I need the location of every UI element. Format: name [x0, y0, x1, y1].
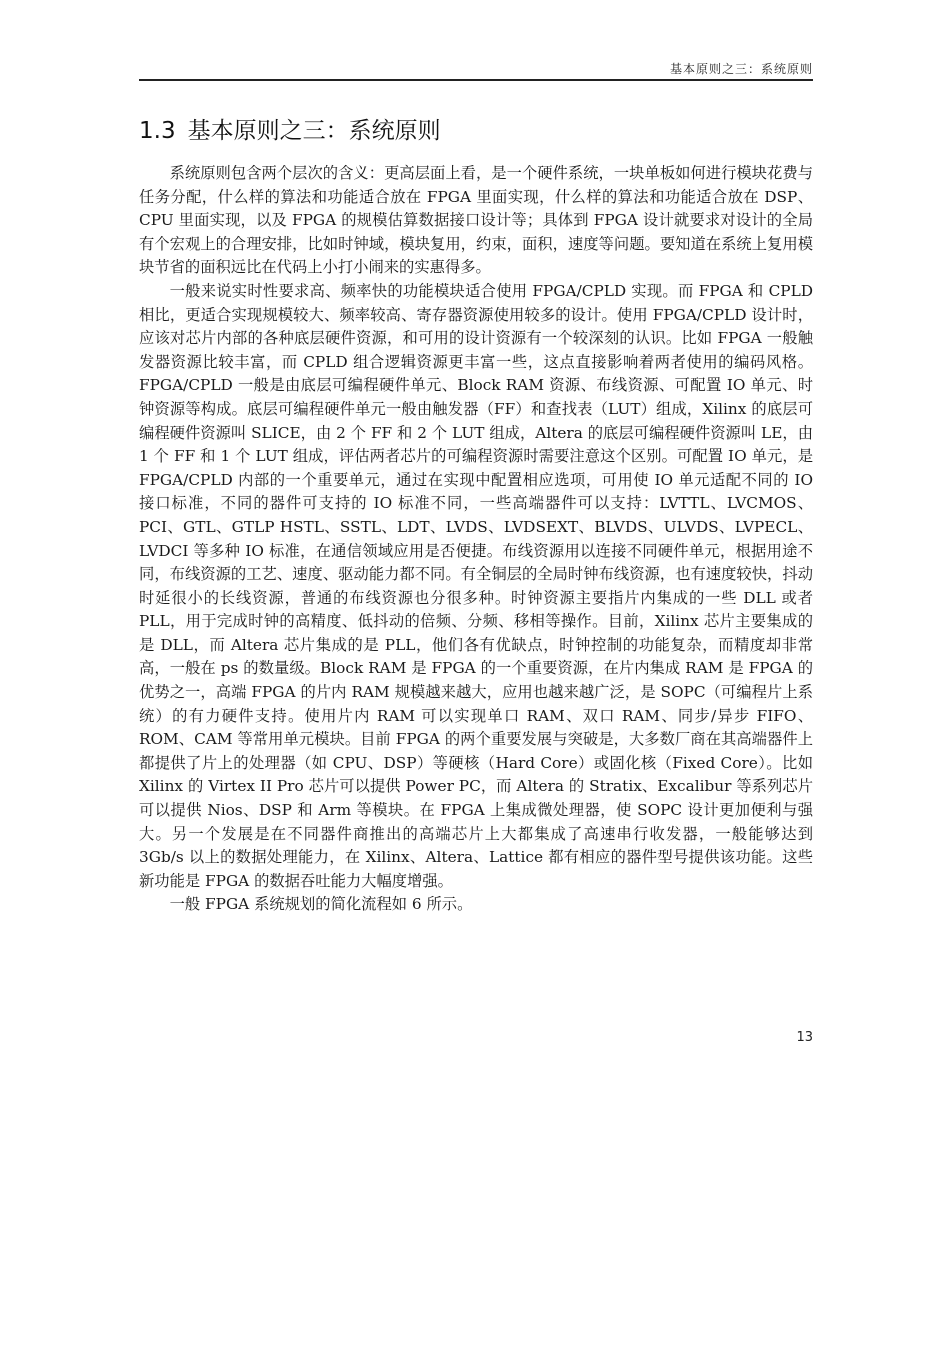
page-number: 13	[796, 1030, 813, 1045]
section-title-text: 基本原则之三：系统原则	[187, 118, 441, 144]
body-text	[139, 162, 813, 917]
paragraph-3: 一般 FPGA 系统规划的简化流程如 6 所示。	[169, 895, 473, 914]
paragraph-2: 一般来说实时性要求高、频率快的功能模块适合使用 FPGA/CPLD 实现。而 FPGA 和 CPLD 相比，更适合实现规模较大、频率较高、寄存器资源使用较多的设计。使用 FPGA/CPLD 设计时，应该对芯片内部的各种底层硬件资源，和可用的设计资源有一个较深刻的认识。比如 FPGA 一般触发器资源比较丰富，而 CPLD 组合逻辑资源更丰富一些，这点直接影响着两者使用的编码风格。FPGA/CPLD 一般是由底层可编程硬件单元、Block RAM 资源、布线资源、可配置 IO 单元、时钟资源等构成。底层可编程硬件单元一般由触发器（FF）和查找表（LUT）组成，Xilinx 的底层可编程硬件资源叫 SLICE，由 2 个 FF 和 2 个 LUT 组成，Altera 的底层可编程硬件资源叫 LE，由 1 个 FF 和 1 个 LUT 组成，评估两者芯片的可编程资源时需要注意这个区别。可配置 IO 单元，是 FPGA/CPLD 内部的一个重要单元，通过在实现中配置相应选项，可用使 IO 单元适配不同的 IO 接口标准，不同的器件可支持的 IO 标准不同，一些高端器件可以支持：LVTTL、LVCMOS、PCI、GTL、GTLP HSTL、SSTL、LDT、LVDS、LVDSEXT、BLVDS、ULVDS、LVPECL、LVDCI 等多种 IO 标准，在通信领域应用是否便捷。布线资源用以连接不同硬件单元，根据用途不同，布线资源的工艺、速度、驱动能力都不同。有全铜层的全局时钟布线资源，也有速度较快，抖动时延很小的长线资源，普通的布线资源也分很多种。时钟资源主要指片内集成的一些 DLL 或者 PLL，用于完成时钟的高精度、低抖动的倍频、分频、移相等操作。目前，Xilinx 芯片主要集成的是 DLL，而 Altera 芯片集成的是 PLL，他们各有优缺点，时钟控制的功能复杂，而精度却非常高，一般在 ps 的数量级。Block RAM 是 FPGA 的一个重要资源，在片内集成 RAM 是 FPGA 的优势之一，高端 FPGA 的片内 RAM 规模越来越大，应用也越来越广泛，是 SOPC（可编程片上系统）的有力硬件支持。使用片内 RAM 可以实现单口 RAM、双口 RAM、同步/异步 FIFO、ROM、CAM 等常用单元模块。目前 FPGA 的两个重要发展与突破是，大多数厂商在其高端器件上都提供了片上的处理器（如 CPU、DSP）等硬核（Hard Core）或固化核（Fixed Core）。比如 Xilinx 的 Virtex II Pro 芯片可以提供 Power PC，而 Altera 的 Stratix、Excalibur 等系列芯片可以提供 Nios、DSP 和 Arm 等模块。在 FPGA 上集成微处理器，使 SOPC 设计更加便利与强大。另一个发展是在不同器件商推出的高端芯片上大都集成了高速串行收发器，一般能够达到 3Gb/s 以上的数据处理能力，在 Xilinx、Altera、Lattice 都有相应的器件型号提供该功能。这些新功能是 FPGA 的数据吞吐能力大幅度增强。	[139, 281, 813, 890]
header-rule	[139, 79, 813, 81]
paragraph-1: 系统原则包含两个层次的含义：更高层面上看，是一个硬件系统，一块单板如何进行模块花费与任务分配，什么样的算法和功能适合放在 FPGA 里面实现，什么样的算法和功能适合放在 DSP、CPU 里面实现，以及 FPGA 的规模估算数据接口设计等；具体到 FPGA 设计就要求对设计的全局有个宏观上的合理安排，比如时钟域，模块复用，约束，面积，速度等问题。要知道在系统上复用模块节省的面积远比在代码上小打小闹来的实惠得多。	[139, 164, 813, 277]
section-number: 1.3	[139, 118, 176, 144]
running-header: 基本原则之三：系统原则	[669, 62, 813, 76]
section-title	[139, 112, 813, 145]
